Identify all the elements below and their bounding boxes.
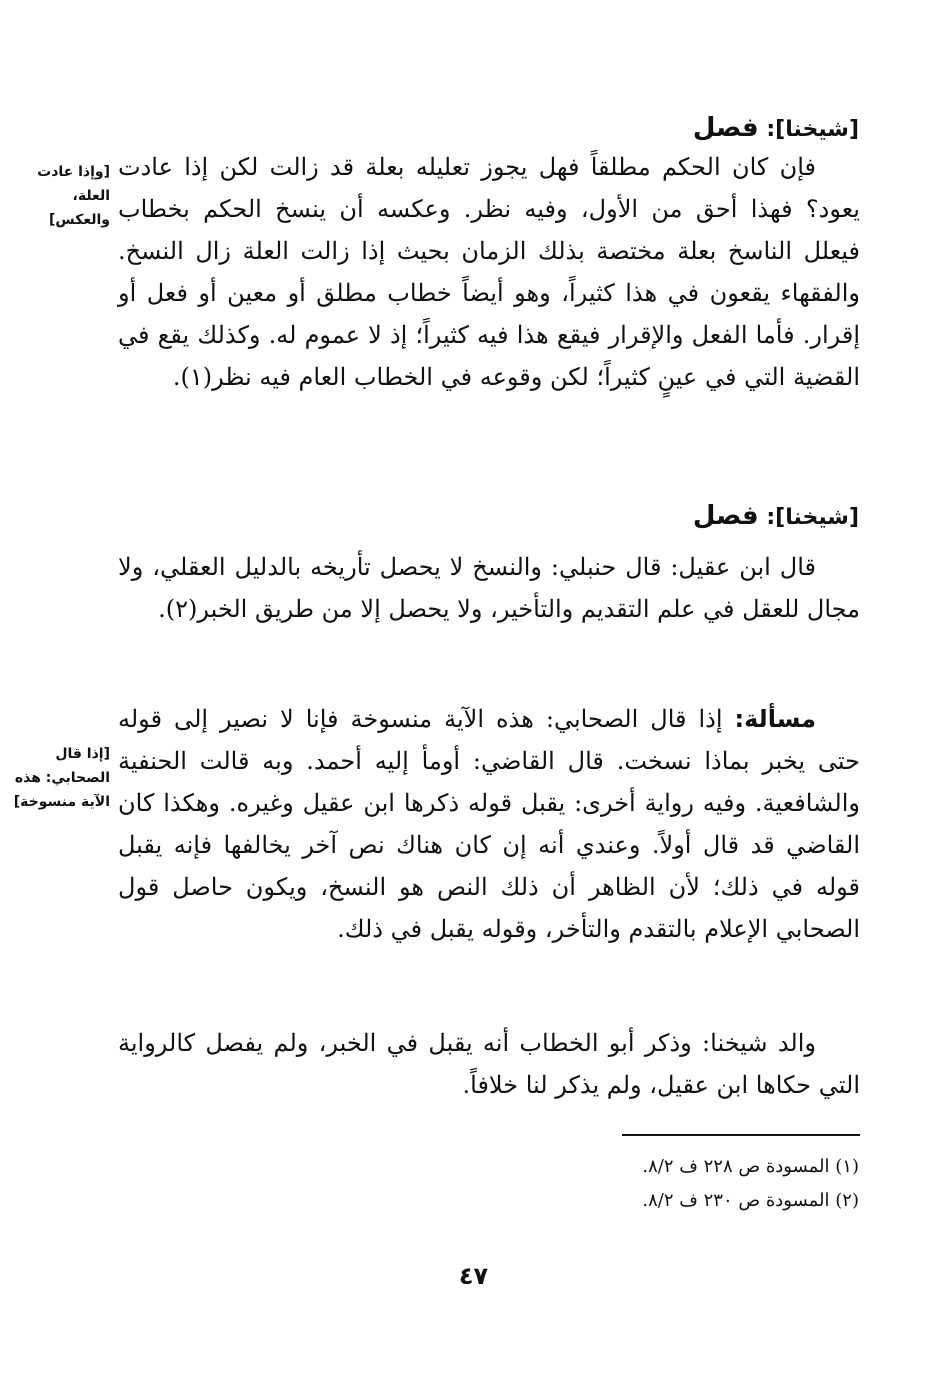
footnote: (٢) المسودة ص ٢٣٠ ف ٨/٢. (642, 1190, 859, 1211)
heading-title: فصل (692, 501, 759, 531)
masala-lead: مسألة: (734, 705, 816, 733)
section-heading (693, 108, 859, 150)
margin-note: [إذا قال الصحابي: هذه الآية منسوخة] (13, 746, 110, 810)
footnotes (459, 1150, 859, 1218)
heading-title: فصل (692, 113, 759, 143)
section-heading (693, 496, 859, 538)
heading-lead: [شيخنا]: (758, 117, 859, 142)
footnote: (١) المسودة ص ٢٢٨ ف ٨/٢. (642, 1156, 859, 1177)
masala-paragraph (118, 698, 860, 950)
page-number: ٤٧ (458, 1262, 489, 1290)
footnote-separator (622, 1134, 860, 1136)
paragraph: والد شيخنا: وذكر أبو الخطاب أنه يقبل في الخبر، ولم يفصل كالرواية التي حكاها ابن عقيل، ولم يذكر لنا خلافاً. (118, 1029, 860, 1099)
paragraph: فإن كان الحكم مطلقاً فهل يجوز تعليله بعلة قد زالت لكن إذا عادت يعود؟ فهذا أحق من الأول، وفيه نظر. وعكسه أن ينسخ الحكم بخطاب فيعلل الناسخ بعلة مختصة بذلك الزمان بحيث إذا زالت العلة زال النسخ. والفقهاء يقعون في هذا كثيراً، وهو أيضاً خطاب مطلق أو معين أو فعل أو إقرار. فأما الفعل والإقرار فيقع هذا فيه كثيراً؛ إذ لا عموم له. وكذلك يقع في القضية التي في عينٍ كثيراً؛ لكن وقوعه في الخطاب العام فيه نظر(١). (118, 153, 860, 391)
paragraph: قال ابن عقيل: قال حنبلي: والنسخ لا يحصل تأريخه بالدليل العقلي، ولا مجال للعقل في علم التقديم والتأخير، ولا يحصل إلا من طريق الخبر(٢). (118, 553, 860, 623)
margin-note: [وإذا عادت العلة، والعكس] (37, 164, 110, 228)
heading-lead: [شيخنا]: (758, 505, 859, 530)
masala-text: إذا قال الصحابي: هذه الآية منسوخة فإنا لا نصير إلى قوله حتى يخبر بماذا نسخت. قال القاضي: أومأ إليه أحمد. وبه قالت الحنفية والشافعية. وفيه رواية أخرى: يقبل قوله ذكرها ابن عقيل وغيره. وهكذا كان القاضي قد قال أولاً. وعندي أنه إن كان هناك نص آخر يخالفها فإنه يقبل قوله في ذلك؛ لأن الظاهر أن ذلك النص هو النسخ، ويكون حاصل قول الصحابي الإعلام بالتقدم والتأخر، وقوله يقبل في ذلك. (118, 705, 861, 943)
